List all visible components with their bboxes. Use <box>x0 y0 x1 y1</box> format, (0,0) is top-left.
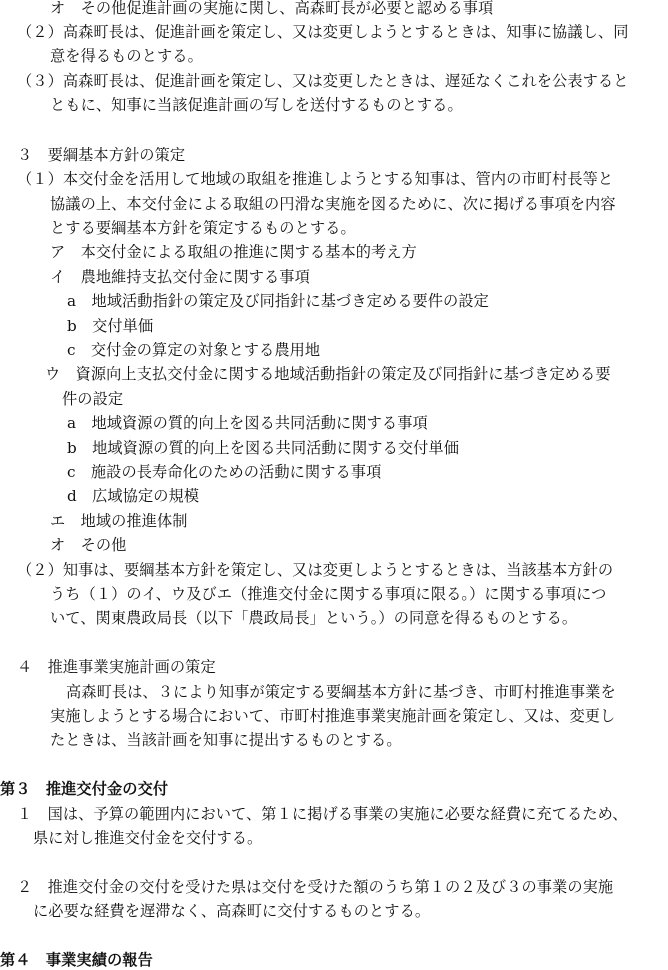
text-line: オ その他 <box>50 536 127 554</box>
section-heading: ３ 要綱基本方針の策定 <box>17 146 186 164</box>
text-line: たときは、当該計画を知事に提出するものとする。 <box>50 731 402 749</box>
text-line: 意を得るものとする。 <box>50 47 203 65</box>
chapter-heading: 第４ 事業実績の報告 <box>0 951 153 969</box>
text-line: １ 国は、予算の範囲内において、第１に掲げる事業の実施に必要な経費に充てるため、 <box>17 805 628 823</box>
text-line: 県に対し推進交付金を交付する。 <box>33 829 263 847</box>
text-line: ア 本交付金による取組の推進に関する基本的考え方 <box>50 243 417 261</box>
text-line: a 地域活動指針の策定及び同指針に基づき定める要件の設定 <box>67 292 489 310</box>
text-line: 高森町長は、３により知事が策定する要綱基本方針に基づき、市町村推進事業を <box>66 683 616 701</box>
text-line: 実施しようとする場合において、市町村推進事業実施計画を策定し、又は、変更し <box>50 707 616 725</box>
text-line: うち（１）のイ、ウ及びエ（推進交付金に関する事項に限る。）に関する事項につ <box>50 585 607 603</box>
text-line: オ その他促進計画の実施に関し、高森町長が必要と認める事項 <box>50 0 494 17</box>
text-line: に必要な経費を遅滞なく、高森町に交付するものとする。 <box>33 902 431 920</box>
text-line: いて、関東農政局長（以下「農政局長」という。）の同意を得るものとする。 <box>50 609 578 627</box>
chapter-heading: 第３ 推進交付金の交付 <box>0 780 169 798</box>
text-line: a 地域資源の質的向上を図る共同活動に関する事項 <box>67 414 428 432</box>
text-line: 協議の上、本交付金による取組の円滑な実施を図るために、次に掲げる事項を内容 <box>50 195 616 213</box>
text-line: 件の設定 <box>62 390 124 408</box>
text-line: b 地域資源の質的向上を図る共同活動に関する交付単価 <box>67 439 460 457</box>
text-line: （２）知事は、要綱基本方針を策定し、又は変更しようとするときは、当該基本方針の <box>17 561 614 579</box>
section-heading: ４ 推進事業実施計画の策定 <box>17 658 216 676</box>
text-line: ともに、知事に当該促進計画の写しを送付するものとする。 <box>50 96 463 114</box>
text-line: エ 地域の推進体制 <box>50 512 188 530</box>
text-line: c 施設の長寿命化のための活動に関する事項 <box>67 463 382 481</box>
text-line: d 広域協定の規模 <box>67 487 200 505</box>
text-line: （３）高森町長は、促進計画を策定し、又は変更したときは、遅延なくこれを公表すると <box>17 72 629 90</box>
text-line: ウ 資源向上支払交付金に関する地域活動指針の策定及び同指針に基づき定める要 <box>45 365 611 383</box>
text-line: （１）本交付金を活用して地域の取組を推進しようとする知事は、管内の市町村長等と <box>17 170 614 188</box>
text-line: b 交付単価 <box>67 317 154 335</box>
text-line: c 交付金の算定の対象とする農用地 <box>67 341 321 359</box>
text-line: （２）高森町長は、促進計画を策定し、又は変更しようとするときは、知事に協議し、同 <box>17 23 629 41</box>
text-line: イ 農地維持支払交付金に関する事項 <box>50 268 310 286</box>
text-line: ２ 推進交付金の交付を受けた県は交付を受けた額のうち第１の２及び３の事業の実施 <box>17 878 614 896</box>
text-line: とする要綱基本方針を策定するものとする。 <box>50 219 356 237</box>
